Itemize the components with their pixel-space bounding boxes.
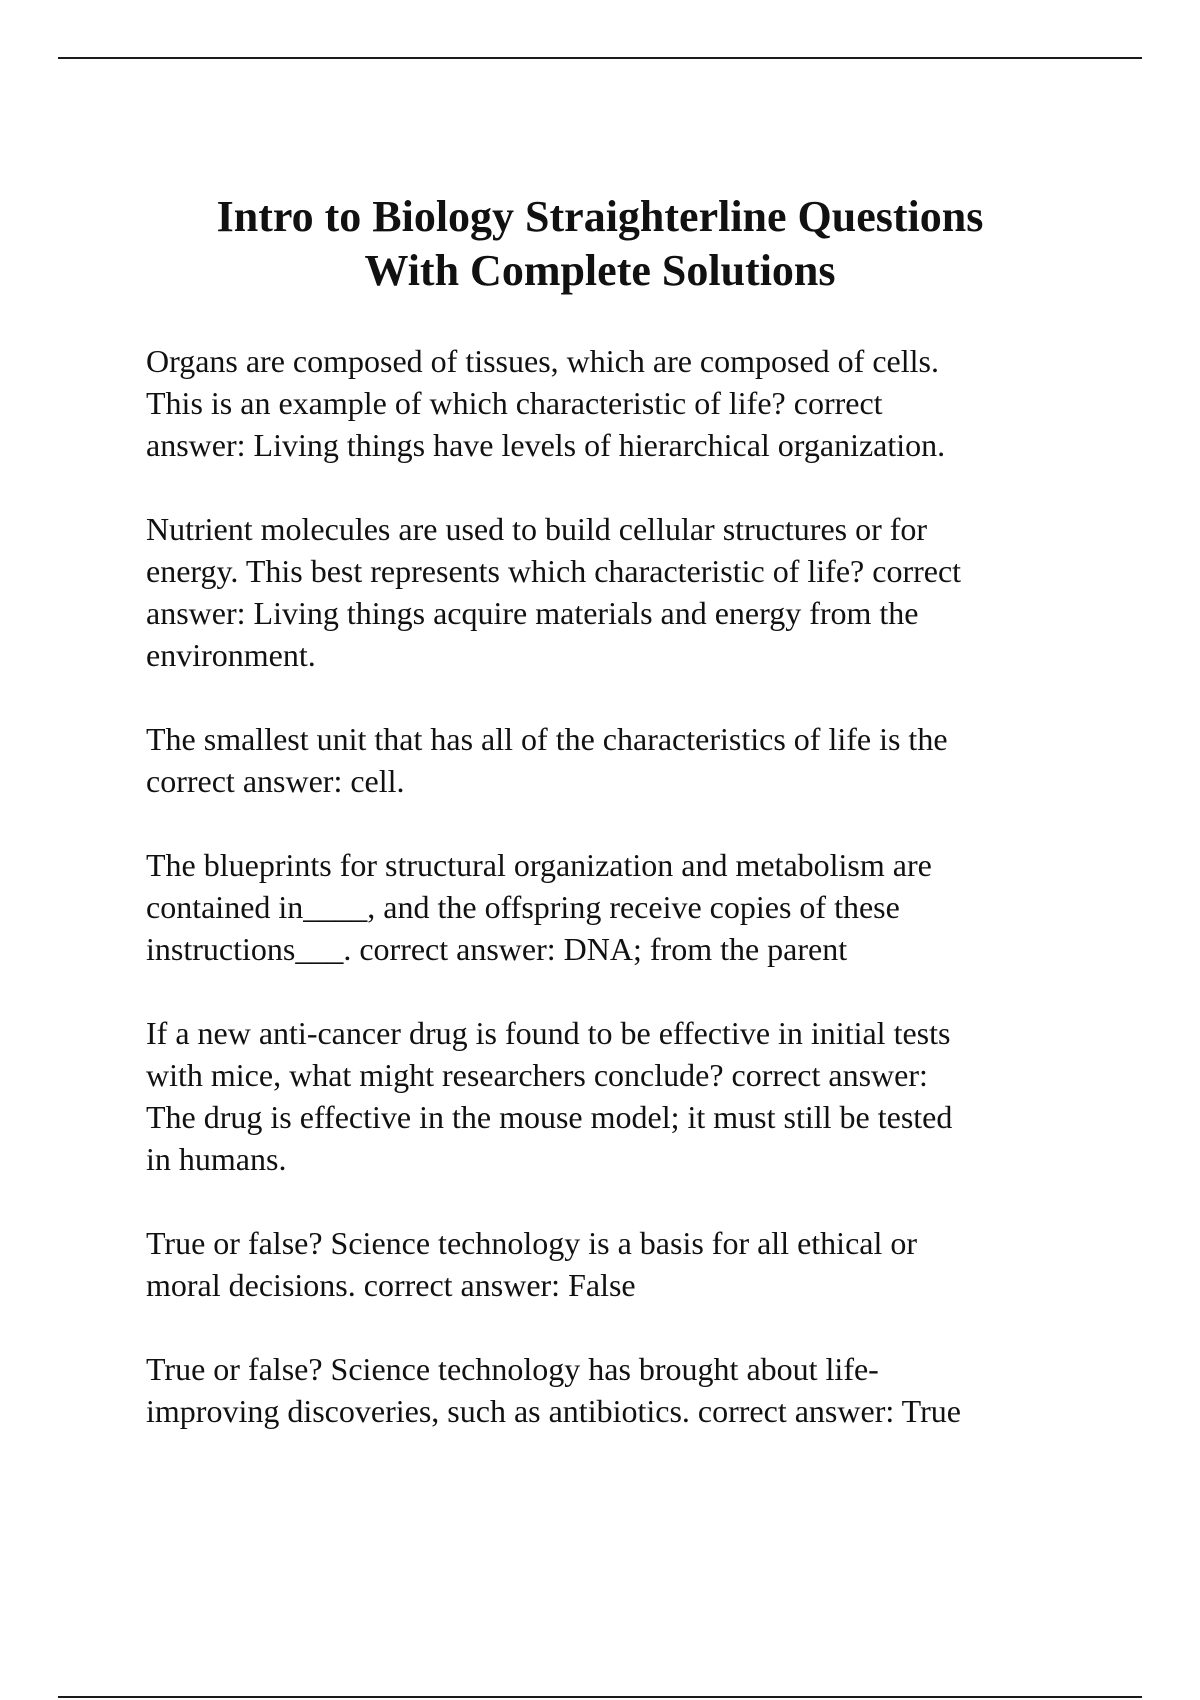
question-line: environment. xyxy=(146,637,316,673)
question-line: True or false? Science technology has brought about life- xyxy=(146,1351,879,1387)
title-line: With Complete Solutions xyxy=(364,246,836,295)
question-line: True or false? Science technology is a basis for all ethical or xyxy=(146,1225,918,1261)
question-line: If a new anti-cancer drug is found to be effective in initial tests xyxy=(146,1015,951,1051)
question-item-2 xyxy=(146,508,1096,676)
question-line: in humans. xyxy=(146,1141,287,1177)
question-line: improving discoveries, such as antibiotics. correct answer: True xyxy=(146,1393,961,1429)
question-item-6 xyxy=(146,1222,1096,1306)
question-line: The smallest unit that has all of the characteristics of life is the xyxy=(146,721,948,757)
question-line: correct answer: cell. xyxy=(146,763,405,799)
question-item-5 xyxy=(146,1012,1096,1180)
question-line: instructions___. correct answer: DNA; from the parent xyxy=(146,931,848,967)
question-item-3 xyxy=(146,718,1096,802)
page-title xyxy=(100,190,1100,298)
question-line: The blueprints for structural organization and metabolism are xyxy=(146,847,932,883)
question-line: answer: Living things acquire materials and energy from the xyxy=(146,595,919,631)
question-item-4 xyxy=(146,844,1096,970)
footer-rule xyxy=(58,1696,1142,1698)
question-line: moral decisions. correct answer: False xyxy=(146,1267,636,1303)
question-line: answer: Living things have levels of hierarchical organization. xyxy=(146,427,946,463)
question-line: Nutrient molecules are used to build cellular structures or for xyxy=(146,511,928,547)
question-list xyxy=(146,340,1096,1474)
header-rule xyxy=(58,57,1142,59)
question-line: energy. This best represents which characteristic of life? correct xyxy=(146,553,962,589)
question-line: with mice, what might researchers conclude? correct answer: xyxy=(146,1057,928,1093)
question-item-1 xyxy=(146,340,1096,466)
question-line: This is an example of which characteristic of life? correct xyxy=(146,385,883,421)
question-line: The drug is effective in the mouse model; it must still be tested xyxy=(146,1099,953,1135)
question-item-7 xyxy=(146,1348,1096,1432)
question-line: Organs are composed of tissues, which are composed of cells. xyxy=(146,343,939,379)
question-line: contained in____, and the offspring receive copies of these xyxy=(146,889,900,925)
title-line: Intro to Biology Straighterline Questions xyxy=(216,192,984,241)
